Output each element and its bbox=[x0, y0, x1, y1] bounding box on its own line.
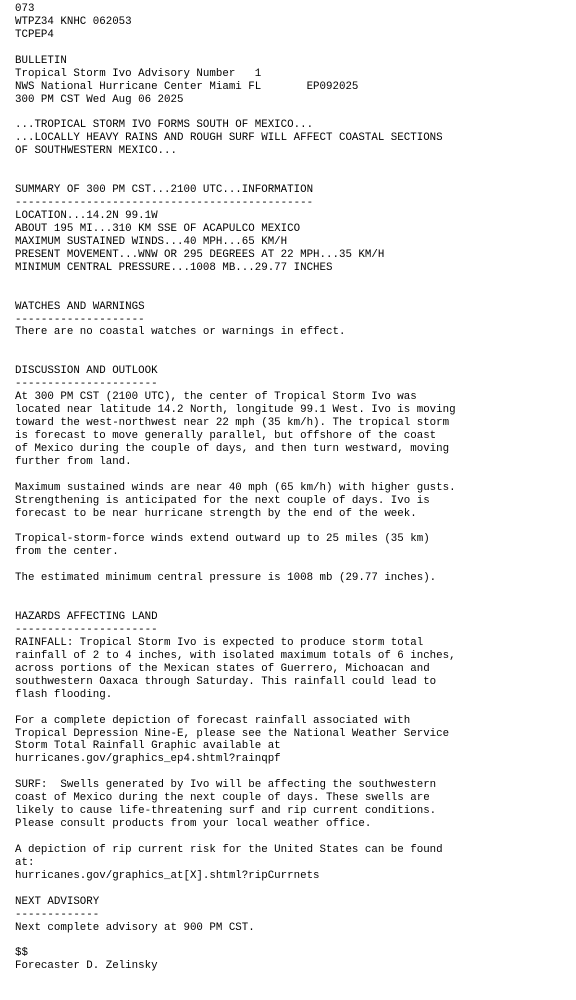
advisory-line: forecast to be near hurricane strength by the end of the week. bbox=[15, 507, 417, 520]
advisory-line: Please consult products from your local weather office. bbox=[15, 818, 372, 831]
advisory-line: further from land. bbox=[15, 455, 132, 468]
advisory-line: MAXIMUM SUSTAINED WINDS...40 MPH...65 KM/H bbox=[15, 235, 288, 248]
advisory-line: SUMMARY OF 300 PM CST...2100 UTC...INFORMATION bbox=[15, 184, 314, 197]
advisory-line: HAZARDS AFFECTING LAND bbox=[15, 611, 158, 624]
advisory-line: ---------------------- bbox=[15, 624, 158, 636]
advisory-line: DISCUSSION AND OUTLOOK bbox=[15, 365, 158, 378]
advisory-line: rainfall of 2 to 4 inches, with isolated maximum totals of 6 inches, bbox=[15, 649, 456, 662]
advisory-line: likely to cause life-threatening surf and rip current conditions. bbox=[15, 805, 437, 818]
advisory-line: at: bbox=[15, 856, 35, 869]
advisory-line: ---------------------------------------------- bbox=[15, 197, 314, 210]
advisory-line bbox=[15, 288, 456, 301]
advisory-line bbox=[15, 339, 456, 352]
advisory-line bbox=[15, 559, 456, 572]
advisory-line: NEXT ADVISORY bbox=[15, 895, 100, 908]
advisory-line: Strengthening is anticipated for the next couple of days. Ivo is bbox=[15, 494, 430, 507]
advisory-line bbox=[15, 107, 456, 120]
advisory-line: PRESENT MOVEMENT...WNW OR 295 DEGREES AT 22 MPH...35 KM/H bbox=[15, 248, 385, 261]
advisory-line: There are no coastal watches or warnings in effect. bbox=[15, 326, 346, 339]
advisory-line: ---------------------- bbox=[15, 378, 158, 391]
advisory-line: Tropical-storm-force winds extend outward up to 25 miles (35 km) bbox=[15, 533, 430, 546]
advisory-line bbox=[15, 469, 456, 482]
advisory-line: For a complete depiction of forecast rainfall associated with bbox=[15, 714, 411, 727]
advisory-line: Forecaster D. Zelinsky bbox=[15, 960, 158, 973]
advisory-line: Next complete advisory at 900 PM CST. bbox=[15, 921, 255, 934]
advisory-line bbox=[15, 158, 456, 171]
advisory-line: LOCATION...14.2N 99.1W bbox=[15, 210, 158, 222]
advisory-line: WATCHES AND WARNINGS bbox=[15, 300, 145, 313]
advisory-line: southwestern Oaxaca through Saturday. This rainfall could lead to bbox=[15, 675, 437, 688]
advisory-text bbox=[15, 3, 456, 973]
advisory-line: Tropical Depression Nine-E, please see the National Weather Service bbox=[15, 727, 450, 740]
advisory-line bbox=[15, 935, 456, 948]
advisory-line: Storm Total Rainfall Graphic available at bbox=[15, 740, 281, 753]
advisory-line: toward the west-northwest near 22 mph (35 km/h). The tropical storm bbox=[15, 417, 450, 429]
advisory-line: -------------------- bbox=[15, 313, 145, 326]
advisory-line: across portions of the Mexican states of Guerrero, Michoacan and bbox=[15, 662, 430, 675]
advisory-line bbox=[15, 42, 456, 55]
advisory-line: NWS National Hurricane Center Miami FL EP092025 bbox=[15, 80, 359, 93]
advisory-line: Tropical Storm Ivo Advisory Number 1 bbox=[15, 67, 262, 80]
advisory-line: hurricanes.gov/graphics_at[X].shtml?ripCurrnets bbox=[15, 869, 320, 882]
advisory-line bbox=[15, 766, 456, 779]
advisory-line: of Mexico during the couple of days, and then turn westward, moving bbox=[15, 442, 450, 455]
advisory-line: flash flooding. bbox=[15, 688, 113, 701]
advisory-line: ------------- bbox=[15, 908, 100, 921]
advisory-line: ABOUT 195 MI...310 KM SSE OF ACAPULCO MEXICO bbox=[15, 222, 301, 235]
advisory-line: located near latitude 14.2 North, longitude 99.1 West. Ivo is moving bbox=[15, 404, 456, 417]
advisory-line: ...LOCALLY HEAVY RAINS AND ROUGH SURF WILL AFFECT COASTAL SECTIONS bbox=[15, 132, 443, 145]
advisory-line bbox=[15, 352, 456, 365]
advisory-line: At 300 PM CST (2100 UTC), the center of Tropical Storm Ivo was bbox=[15, 391, 417, 404]
advisory-line: ...TROPICAL STORM IVO FORMS SOUTH OF MEXICO... bbox=[15, 119, 314, 132]
advisory-line: BULLETIN bbox=[15, 54, 67, 67]
advisory-line: from the center. bbox=[15, 546, 119, 559]
advisory-line bbox=[15, 598, 456, 611]
advisory-line: TCPEP4 bbox=[15, 28, 54, 41]
advisory-line: SURF: Swells generated by Ivo will be affecting the southwestern bbox=[15, 779, 437, 792]
advisory-line bbox=[15, 171, 456, 184]
advisory-line: 300 PM CST Wed Aug 06 2025 bbox=[15, 93, 184, 106]
advisory-line: is forecast to move generally parallel, but offshore of the coast bbox=[15, 429, 437, 442]
advisory-line: Maximum sustained winds are near 40 mph (65 km/h) with higher gusts. bbox=[15, 481, 456, 494]
advisory-line bbox=[15, 275, 456, 288]
advisory-line: 073 bbox=[15, 3, 35, 15]
advisory-line: hurricanes.gov/graphics_ep4.shtml?rainqpf bbox=[15, 753, 281, 766]
advisory-line: A depiction of rip current risk for the United States can be found bbox=[15, 843, 443, 856]
advisory-line: OF SOUTHWESTERN MEXICO... bbox=[15, 145, 177, 158]
advisory-line bbox=[15, 702, 456, 715]
advisory-line bbox=[15, 831, 456, 844]
advisory-line: RAINFALL: Tropical Storm Ivo is expected to produce storm total bbox=[15, 636, 424, 649]
advisory-line: coast of Mexico during the next couple of days. These swells are bbox=[15, 792, 430, 805]
advisory-line bbox=[15, 585, 456, 598]
advisory-line: WTPZ34 KNHC 062053 bbox=[15, 15, 132, 28]
advisory-line bbox=[15, 521, 456, 534]
advisory-line bbox=[15, 883, 456, 896]
advisory-line: The estimated minimum central pressure is 1008 mb (29.77 inches). bbox=[15, 572, 437, 585]
advisory-line: MINIMUM CENTRAL PRESSURE...1008 MB...29.77 INCHES bbox=[15, 261, 333, 274]
advisory-line: $$ bbox=[15, 947, 28, 960]
